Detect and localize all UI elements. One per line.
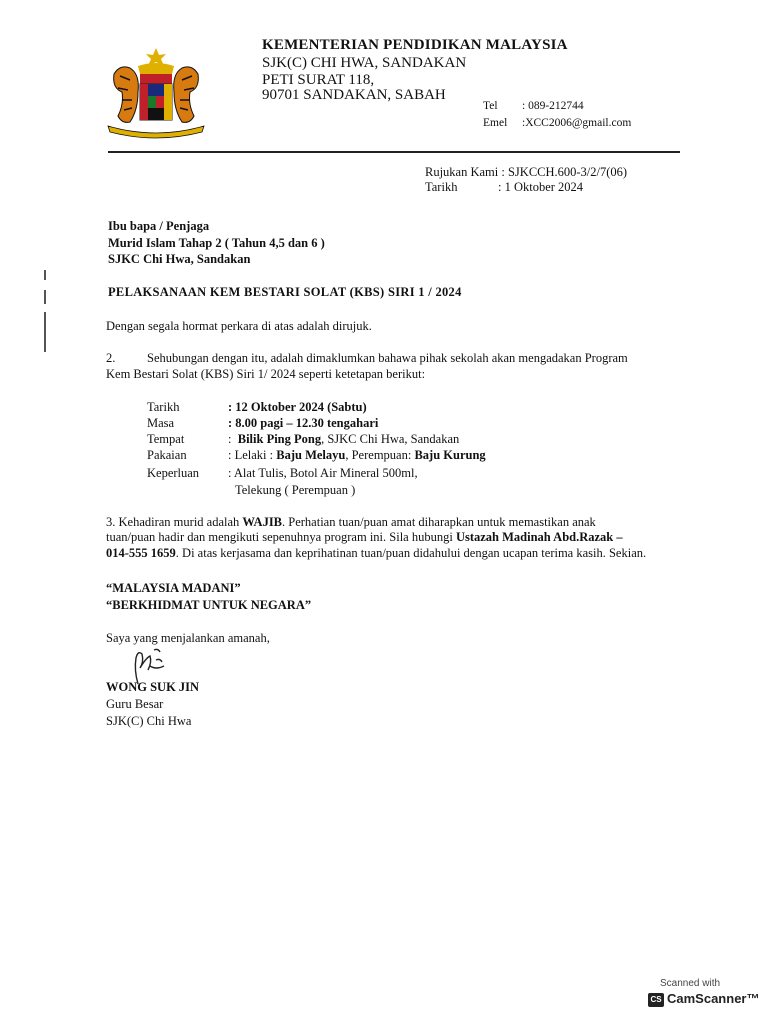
scan-edge-mark <box>44 270 46 280</box>
detail-pakaian-label: Pakaian <box>147 448 187 462</box>
signatory-name: WONG SUK JIN <box>106 680 200 694</box>
camscanner-name: CamScanner™ <box>667 991 760 1006</box>
email-value: :XCC2006@gmail.com <box>522 117 632 129</box>
para2-line-2: Kem Bestari Solat (KBS) Siri 1/ 2024 seperti ketetapan berikut: <box>106 367 426 381</box>
detail-keperluan-value-2: Telekung ( Perempuan ) <box>235 483 356 497</box>
camscanner-watermark <box>646 976 760 1012</box>
recipient-line-1: Ibu bapa / Penjaga <box>108 219 210 233</box>
date-label: Tarikh <box>425 180 458 194</box>
detail-tarikh-label: Tarikh <box>147 400 180 414</box>
detail-pakaian-value: : Lelaki : Baju Melayu, Perempuan: Baju Kurung <box>228 448 486 462</box>
greeting: Dengan segala hormat perkara di atas adalah dirujuk. <box>106 319 372 333</box>
tel-label: Tel <box>483 100 498 112</box>
closing-line: Saya yang menjalankan amanah, <box>106 631 270 645</box>
para3-line-1: 3. Kehadiran murid adalah WAJIB. Perhatian tuan/puan amat diharapkan untuk memastikan anak <box>106 515 596 529</box>
ministry-name: KEMENTERIAN PENDIDIKAN MALAYSIA <box>262 37 568 53</box>
para2-number: 2. <box>106 351 116 365</box>
header-divider <box>108 151 680 153</box>
scan-edge-mark <box>44 290 46 304</box>
detail-tempat-value: : Bilik Ping Pong, SJKC Chi Hwa, Sandakan <box>228 432 460 446</box>
signatory-position: Guru Besar <box>106 697 164 711</box>
scan-edge-mark <box>44 312 46 352</box>
coat-of-arms-logo <box>100 44 212 140</box>
city-address: 90701 SANDAKAN, SABAH <box>262 87 446 103</box>
letter-subject: PELAKSANAAN KEM BESTARI SOLAT (KBS) SIRI 1 / 2024 <box>108 285 462 299</box>
para3-line-3: 014-555 1659. Di atas kerjasama dan keprihatinan tuan/puan didahului dengan ucapan terima kasih. Sekian. <box>106 546 647 560</box>
email-label: Emel <box>483 117 508 129</box>
date-value: : 1 Oktober 2024 <box>498 180 584 194</box>
signatory-school: SJK(C) Chi Hwa <box>106 714 192 728</box>
detail-tempat-label: Tempat <box>147 432 185 446</box>
detail-masa-value: : 8.00 pagi – 12.30 tengahari <box>228 416 379 430</box>
reference-number: Rujukan Kami : SJKCCH.600-3/2/7(06) <box>425 165 628 179</box>
recipient-line-2: Murid Islam Tahap 2 ( Tahun 4,5 dan 6 ) <box>108 236 325 250</box>
para2-line-1: Sehubungan dengan itu, adalah dimaklumkan bahawa pihak sekolah akan mengadakan Program <box>147 351 628 365</box>
detail-keperluan-value: : Alat Tulis, Botol Air Mineral 500ml, <box>228 466 418 480</box>
tel-value: : 089-212744 <box>522 100 584 112</box>
motto-1: “MALAYSIA MADANI” <box>106 581 241 595</box>
detail-masa-label: Masa <box>147 416 175 430</box>
scanned-with-text: Scanned with <box>660 978 721 989</box>
motto-2: “BERKHIDMAT UNTUK NEGARA” <box>106 598 312 612</box>
para3-line-2: tuan/puan hadir dan mengikuti sepenuhnya program ini. Sila hubungi Ustazah Madinah Abd.Razak – <box>106 530 623 544</box>
detail-keperluan-label: Keperluan <box>147 466 200 480</box>
recipient-line-3: SJKC Chi Hwa, Sandakan <box>108 252 251 266</box>
school-name: SJK(C) CHI HWA, SANDAKAN <box>262 55 467 71</box>
camscanner-logo-icon: CS <box>648 993 664 1007</box>
detail-tarikh-value: : 12 Oktober 2024 (Sabtu) <box>228 400 367 414</box>
po-box: PETI SURAT 118, <box>262 72 375 88</box>
